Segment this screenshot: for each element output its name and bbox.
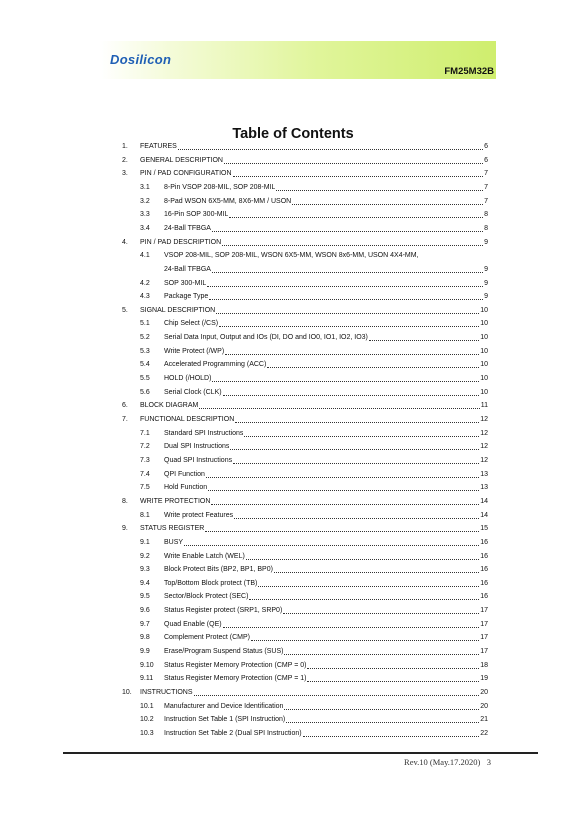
toc-entry-title: HOLD (/HOLD) — [164, 375, 212, 383]
toc-entry-page: 16 — [480, 579, 488, 587]
toc-entry[interactable] — [122, 306, 488, 315]
toc-title: Table of Contents — [232, 126, 354, 142]
toc-entry-number: 9.9 — [140, 648, 150, 656]
toc-entry[interactable] — [122, 552, 488, 561]
toc-entry[interactable] — [122, 197, 488, 206]
toc-entry-number: 3.3 — [140, 211, 150, 219]
toc-leader-dots — [251, 634, 479, 641]
toc-entry-page: 21 — [480, 716, 488, 724]
toc-entry-title: INSTRUCTIONS — [140, 689, 193, 696]
toc-entry-page: 6 — [484, 143, 488, 150]
toc-leader-dots — [307, 662, 479, 669]
toc-entry-title: Package Type — [164, 293, 209, 301]
toc-entry-number: 3.4 — [140, 224, 150, 232]
toc-entry[interactable] — [122, 715, 488, 724]
toc-entry-page: 10 — [480, 388, 488, 396]
footer-revision — [404, 757, 491, 767]
toc-entry-page: 16 — [480, 538, 488, 546]
toc-entry-number: 5. — [122, 306, 128, 314]
toc-leader-dots — [223, 389, 480, 396]
toc-entry-title: 24-Ball TFBGA — [164, 265, 211, 273]
toc-entry[interactable] — [122, 415, 488, 424]
toc-entry-number: 7.5 — [140, 484, 150, 492]
toc-leader-dots — [244, 430, 479, 437]
toc-entry-title: QPI Function — [164, 470, 205, 478]
toc-entry-page: 10 — [480, 320, 488, 328]
toc-entry[interactable] — [122, 401, 488, 410]
toc-entry-title: VSOP 208-MIL, SOP 208-MIL, WSON 6X5-MM, WSON 8x6-MM, USON 4X4-MM, — [164, 252, 419, 260]
toc-entry[interactable] — [122, 292, 488, 301]
toc-leader-dots — [276, 184, 483, 191]
toc-leader-dots — [234, 512, 479, 519]
toc-entry-number: 10.1 — [140, 702, 154, 710]
toc-entry-number: 9. — [122, 525, 128, 533]
toc-entry-number: 10.2 — [140, 716, 154, 724]
toc-entry-title: Serial Data Input, Output and IOs (DI, DO and IO0, IO1, IO2, IO3) — [164, 334, 368, 342]
toc-entry-page: 10 — [480, 334, 488, 342]
toc-leader-dots — [235, 416, 479, 423]
toc-leader-dots — [258, 580, 479, 587]
toc-leader-dots — [194, 689, 480, 696]
toc-entry[interactable] — [122, 210, 488, 219]
toc-entry-title: Erase/Program Suspend Status (SUS) — [164, 648, 284, 656]
toc-entry-number: 5.4 — [140, 361, 150, 369]
toc-leader-dots — [303, 730, 480, 737]
toc-entry-number: 4.3 — [140, 293, 150, 301]
toc-entry-number: 9.1 — [140, 538, 150, 546]
toc-entry-number: 3.2 — [140, 197, 150, 205]
toc-leader-dots — [225, 348, 479, 355]
toc-entry-number: 9.2 — [140, 552, 150, 560]
toc-entry-number: 7.4 — [140, 470, 150, 478]
toc-entry[interactable] — [122, 442, 488, 451]
toc-entry-number: 5.1 — [140, 320, 150, 328]
toc-entry-title: SIGNAL DESCRIPTION — [140, 306, 216, 314]
toc-entry-page: 17 — [480, 620, 488, 628]
toc-entry-title: Dual SPI Instructions — [164, 443, 230, 451]
toc-entry-title: FUNCTIONAL DESCRIPTION — [140, 416, 235, 423]
toc-entry-number: 3.1 — [140, 183, 150, 191]
toc-entry[interactable] — [122, 565, 488, 574]
toc-entry[interactable] — [122, 169, 488, 178]
toc-entry-page: 6 — [484, 156, 488, 164]
toc-entry-title: Complement Protect (CMP) — [164, 634, 250, 642]
toc-leader-dots — [212, 225, 483, 232]
toc-entry-number: 3. — [122, 170, 128, 178]
part-number: FM25M32B — [444, 66, 494, 77]
toc-entry[interactable] — [122, 606, 488, 615]
toc-entry-title: FEATURES — [140, 143, 177, 150]
toc-entry[interactable] — [122, 429, 488, 438]
toc-entry-page: 14 — [480, 497, 488, 505]
toc-entry[interactable] — [122, 702, 488, 711]
toc-entry-title: SOP 300-MIL — [164, 279, 207, 287]
toc-entry-number: 9.4 — [140, 579, 150, 587]
toc-entry-title: Accelerated Programming (ACC) — [164, 361, 267, 369]
toc-entry-number: 10. — [122, 689, 132, 696]
toc-entry-number: 9.5 — [140, 593, 150, 601]
toc-entry[interactable] — [122, 333, 488, 342]
toc-entry[interactable] — [122, 265, 488, 274]
toc-entry[interactable] — [122, 142, 488, 151]
toc-entry-number: 9.11 — [140, 675, 154, 683]
toc-entry[interactable] — [122, 579, 488, 588]
toc-entry-number: 9.7 — [140, 620, 150, 628]
toc-leader-dots — [184, 539, 479, 546]
toc-entry[interactable] — [122, 470, 488, 479]
toc-leader-dots — [208, 484, 479, 491]
toc-entry-title: Hold Function — [164, 484, 208, 492]
toc-leader-dots — [307, 675, 479, 682]
toc-entry-number: 4.2 — [140, 279, 150, 287]
toc-entry-number: 10.3 — [140, 729, 154, 737]
toc-leader-dots — [249, 593, 479, 600]
toc-entry-title: Write protect Features — [164, 511, 234, 519]
toc-entry-title: Status Register protect (SRP1, SRP0) — [164, 607, 283, 615]
toc-entry-page: 9 — [484, 265, 488, 273]
toc-entry-title: PIN / PAD CONFIGURATION — [140, 170, 232, 178]
company-logo: Dosilicon — [110, 52, 172, 67]
toc-entry[interactable] — [122, 674, 488, 683]
toc-entry[interactable] — [122, 647, 488, 656]
toc-leader-dots — [178, 143, 483, 150]
toc-entry[interactable] — [122, 524, 488, 533]
toc-entry-page: 10 — [480, 306, 488, 314]
toc-entry-page: 13 — [480, 470, 488, 478]
toc-entry-page: 17 — [480, 634, 488, 642]
toc-entry-page: 7 — [484, 170, 488, 178]
toc-entry-title: Instruction Set Table 2 (Dual SPI Instruction) — [164, 729, 302, 737]
toc-entry[interactable] — [122, 483, 488, 492]
toc-entry-title: PIN / PAD DESCRIPTION — [140, 238, 222, 246]
toc-entry-title: Write Protect (/WP) — [164, 347, 225, 355]
toc-entry-number: 5.6 — [140, 388, 150, 396]
toc-entry[interactable] — [122, 620, 488, 629]
toc-leader-dots — [284, 703, 479, 710]
toc-leader-dots — [205, 525, 479, 532]
toc-entry-number: 7.1 — [140, 429, 150, 437]
toc-entry-page: 19 — [480, 675, 488, 683]
toc-entry[interactable] — [122, 347, 488, 356]
toc-leader-dots — [212, 266, 483, 273]
toc-entry-page: 20 — [480, 702, 488, 710]
toc-entry-number: 4.1 — [140, 252, 150, 260]
toc-entry-title: Block Protect Bits (BP2, BP1, BP0) — [164, 566, 273, 574]
toc-leader-dots — [224, 157, 483, 164]
toc-entry[interactable] — [122, 360, 488, 369]
toc-entry-page: 9 — [484, 293, 488, 301]
toc-entry-title: 8-Pin VSOP 208-MIL, SOP 208-MIL — [164, 183, 276, 191]
toc-leader-dots — [369, 334, 479, 341]
toc-entry-page: 13 — [480, 484, 488, 492]
toc-entry-title: Standard SPI Instructions — [164, 429, 244, 437]
toc-leader-dots — [206, 471, 479, 478]
toc-leader-dots — [212, 375, 479, 382]
toc-entry[interactable] — [122, 374, 488, 383]
toc-entry[interactable] — [122, 224, 488, 233]
page-number: 3 — [486, 757, 491, 767]
toc-entry-title: Chip Select (/CS) — [164, 320, 219, 328]
toc-entry[interactable] — [122, 183, 488, 192]
toc-leader-dots — [267, 361, 479, 368]
toc-entry-title: Status Register Memory Protection (CMP = 1) — [164, 675, 307, 683]
toc-leader-dots — [199, 402, 479, 409]
revision-label: Rev.10 (May.17.2020) — [404, 757, 481, 767]
toc-entry-number: 5.5 — [140, 375, 150, 383]
toc-entry-title: Quad SPI Instructions — [164, 456, 233, 464]
toc-entry[interactable] — [122, 251, 488, 260]
toc-entry-page: 7 — [484, 183, 488, 191]
toc-entry-title: Quad Enable (QE) — [164, 620, 222, 628]
toc-leader-dots — [233, 457, 479, 464]
toc-entry-page: 10 — [480, 375, 488, 383]
toc-entry-title: Write Enable Latch (WEL) — [164, 552, 245, 560]
toc-entry-page: 17 — [480, 648, 488, 656]
toc-entry-title: WRITE PROTECTION — [140, 497, 211, 505]
toc-leader-dots — [211, 498, 479, 505]
toc-entry[interactable] — [122, 497, 488, 506]
toc-entry-page: 17 — [480, 607, 488, 615]
toc-entry[interactable] — [122, 633, 488, 642]
toc-entry-number: 7.3 — [140, 456, 150, 464]
toc-entry-number: 6. — [122, 402, 128, 410]
toc-leader-dots — [223, 621, 480, 628]
toc-entry-page: 15 — [480, 525, 488, 533]
toc-entry[interactable] — [122, 238, 488, 247]
toc-entry-number: 4. — [122, 238, 128, 246]
toc-leader-dots — [229, 211, 483, 218]
toc-entry-title: Serial Clock (CLK) — [164, 388, 222, 396]
toc-entry-title: Top/Bottom Block protect (TB) — [164, 579, 258, 587]
toc-entry-number: 9.8 — [140, 634, 150, 642]
toc-entry-number: 8. — [122, 497, 128, 505]
toc-entry-title: Status Register Memory Protection (CMP = 0) — [164, 661, 307, 669]
toc-entry-title: BLOCK DIAGRAM — [140, 402, 199, 410]
toc-entry-page: 11 — [480, 402, 488, 410]
toc-entry-title: Manufacturer and Device Identification — [164, 702, 284, 710]
toc-entry-number: 8.1 — [140, 511, 150, 519]
toc-leader-dots — [233, 170, 484, 177]
toc-leader-dots — [216, 307, 479, 314]
toc-entry-page: 7 — [484, 197, 488, 205]
toc-entry-page: 16 — [480, 593, 488, 601]
toc-entry-title: 24-Ball TFBGA — [164, 224, 211, 232]
toc-leader-dots — [219, 320, 479, 327]
toc-entry-title: Instruction Set Table 1 (SPI Instruction) — [164, 716, 286, 724]
toc-entry[interactable] — [122, 156, 488, 165]
toc-entry-number: 7.2 — [140, 443, 150, 451]
toc-leader-dots — [209, 293, 483, 300]
toc-entry[interactable] — [122, 688, 488, 697]
toc-entry-page: 14 — [480, 511, 488, 519]
toc-leader-dots — [230, 443, 479, 450]
toc-entry-page: 12 — [480, 416, 488, 423]
toc-entry[interactable] — [122, 538, 488, 547]
toc-leader-dots — [283, 607, 479, 614]
toc-entry-page: 9 — [484, 238, 488, 246]
toc-entry-title: 8-Pad WSON 6X5-MM, 8X6-MM / USON — [164, 197, 292, 205]
toc-entry-page: 8 — [484, 211, 488, 219]
toc-entry-page: 9 — [484, 279, 488, 287]
toc-entry-title: STATUS REGISTER — [140, 525, 205, 533]
toc-entry-page: 20 — [480, 689, 488, 696]
toc-entry-page: 12 — [480, 443, 488, 451]
toc-entry-number: 1. — [122, 143, 128, 150]
toc-entry[interactable] — [122, 592, 488, 601]
toc-entry-page: 12 — [480, 456, 488, 464]
toc-entry-number: 9.6 — [140, 607, 150, 615]
toc-entry[interactable] — [122, 729, 488, 738]
toc-entry-title: Sector/Block Protect (SEC) — [164, 593, 249, 601]
toc-entry[interactable] — [122, 388, 488, 397]
toc-entry-title: 16-Pin SOP 300-MIL — [164, 211, 229, 219]
toc-leader-dots — [286, 716, 479, 723]
toc-entry[interactable] — [122, 511, 488, 520]
toc-entry-number: 9.10 — [140, 661, 154, 669]
toc-entry-title: GENERAL DESCRIPTION — [140, 156, 223, 164]
toc-entry[interactable] — [122, 279, 488, 288]
toc-entry-page: 16 — [480, 552, 488, 560]
toc-entry-number: 7. — [122, 416, 128, 423]
toc-leader-dots — [274, 566, 479, 573]
toc-entry-number: 9.3 — [140, 566, 150, 574]
toc-entry-page: 18 — [480, 661, 488, 669]
footer-divider — [63, 752, 538, 754]
toc-entry-page: 10 — [480, 361, 488, 369]
toc-entry-page: 8 — [484, 224, 488, 232]
toc-entry[interactable] — [122, 319, 488, 328]
toc-entry-page: 16 — [480, 566, 488, 574]
toc-entry-number: 5.2 — [140, 334, 150, 342]
toc-entry-page: 12 — [480, 429, 488, 437]
toc-entry-page: 10 — [480, 347, 488, 355]
toc-entry[interactable] — [122, 661, 488, 670]
toc-entry-page: 22 — [480, 729, 488, 737]
toc-leader-dots — [292, 198, 483, 205]
toc-entry-number: 2. — [122, 156, 128, 164]
toc-leader-dots — [207, 280, 483, 287]
toc-leader-dots — [222, 239, 483, 246]
toc-entry-number: 5.3 — [140, 347, 150, 355]
toc-entry[interactable] — [122, 456, 488, 465]
toc-entry-title: BUSY — [164, 538, 184, 546]
toc-leader-dots — [284, 648, 479, 655]
toc-leader-dots — [246, 553, 479, 560]
